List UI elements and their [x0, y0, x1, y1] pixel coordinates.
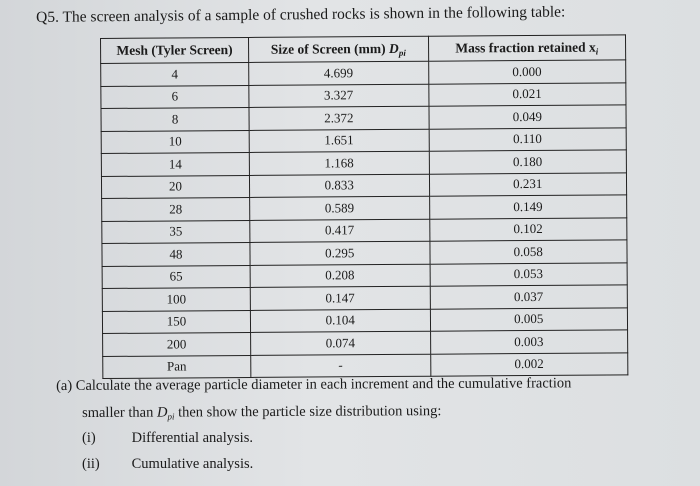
list-item-number: (ii)	[82, 456, 100, 472]
cell-mass-fraction: 0.058	[429, 240, 627, 264]
cell-mesh: 14	[101, 152, 249, 176]
cell-mass-fraction: 0.005	[430, 307, 628, 331]
cell-size: 0.833	[249, 174, 429, 198]
part-a-line2: smaller than $D_{pi}$ then show the particle size distribution using:	[82, 403, 442, 422]
part-a-label: (a)	[56, 377, 73, 394]
cell-mass-fraction: 0.180	[429, 150, 627, 174]
cell-mesh: 4	[101, 62, 249, 86]
cell-mesh: 8	[101, 107, 249, 131]
cell-mass-fraction: 0.000	[428, 60, 626, 84]
list-item-cumulative	[82, 456, 253, 473]
cell-mass-fraction: 0.003	[430, 330, 628, 354]
cell-mesh: 6	[101, 85, 249, 109]
cell-size: 1.168	[249, 151, 429, 175]
header-mass-fraction: Mass fraction retained $x_i$	[428, 35, 626, 61]
cell-size: 0.104	[250, 309, 430, 333]
cell-size: 0.208	[250, 264, 430, 288]
cell-mass-fraction: 0.021	[428, 82, 626, 106]
list-item-text: Cumulative analysis.	[131, 456, 254, 472]
cell-mass-fraction: 0.110	[429, 127, 627, 151]
cell-size: 0.417	[250, 219, 430, 243]
cell-mesh: 35	[102, 220, 250, 244]
cell-mass-fraction: 0.149	[429, 195, 627, 219]
question-heading	[36, 2, 656, 28]
cell-mesh: 200	[103, 332, 251, 356]
table-header-row	[101, 35, 626, 64]
cell-mass-fraction: 0.049	[428, 105, 626, 129]
list-item-number: (i)	[82, 430, 96, 446]
cell-mesh: 48	[102, 242, 250, 266]
cell-size: 1.651	[249, 129, 429, 153]
table-body	[101, 60, 628, 379]
cell-mesh: 150	[102, 310, 250, 334]
cell-size: 2.372	[249, 106, 429, 130]
cell-mass-fraction: 0.053	[430, 262, 628, 286]
question-number: Q5.	[36, 8, 60, 26]
cell-size: 0.589	[250, 196, 430, 220]
cell-mesh: 65	[102, 265, 250, 289]
list-item-differential	[82, 430, 253, 447]
cell-size: 0.147	[250, 286, 430, 310]
cell-mass-fraction: 0.102	[429, 217, 627, 241]
screen-analysis-table	[100, 34, 628, 379]
cell-mesh: 10	[101, 130, 249, 154]
list-item-text: Differential analysis.	[131, 430, 253, 446]
part-a-instruction	[56, 373, 676, 396]
cell-mesh: 28	[102, 197, 250, 221]
cell-mass-fraction: 0.231	[429, 172, 627, 196]
cell-size: 0.295	[250, 241, 430, 265]
cell-size: 3.327	[249, 84, 429, 108]
question-text: The screen analysis of a sample of crushed rocks is shown in the following table:	[62, 3, 566, 26]
cell-size: 0.074	[250, 331, 430, 355]
part-a-line1: Calculate the average particle diameter in each increment and the cumulative fraction	[75, 375, 572, 394]
cell-mass-fraction: 0.002	[430, 352, 628, 376]
cell-size: 4.699	[249, 61, 429, 85]
cell-mesh: 100	[102, 287, 250, 311]
cell-mass-fraction: 0.037	[430, 285, 628, 309]
cell-size: -	[251, 354, 431, 378]
header-mesh: Mesh (Tyler Screen)	[101, 37, 249, 63]
cell-mesh: 20	[101, 175, 249, 199]
cell-mesh: Pan	[103, 355, 251, 379]
header-size: Size of Screen (mm) $D_{pi}$	[248, 36, 428, 62]
